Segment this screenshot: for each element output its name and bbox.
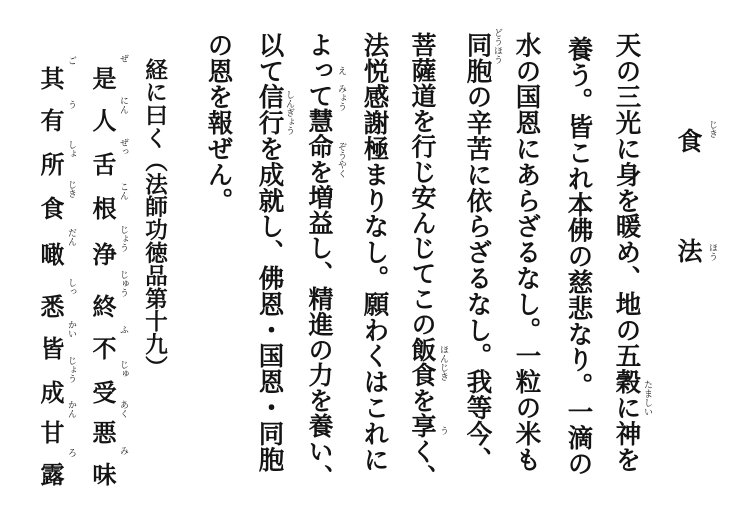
- verse2-char-3: 所: [36, 152, 65, 176]
- title-char-shoku: 食: [674, 128, 703, 153]
- reading-zouyaku: ぞうやく: [336, 142, 346, 178]
- reading-honjiki: ほんじき: [438, 345, 448, 381]
- body-column-1: 天の三光に身を暖め、地の五穀に神を: [611, 32, 642, 473]
- verse2-reading-7: かい: [66, 320, 76, 338]
- verse2-reading-5: だん: [66, 228, 76, 246]
- verse2-reading-2: う: [66, 100, 76, 109]
- verse2-char-2: 有: [36, 108, 65, 132]
- reading-u: う: [438, 426, 448, 435]
- verse2-reading-6: しっ: [66, 278, 76, 296]
- verse2-char-5: 噉: [36, 242, 65, 266]
- verse2-char-4: 食: [36, 196, 65, 220]
- verse1-reading-8: じゅ: [118, 360, 128, 378]
- verse2-char-10: 露: [36, 462, 65, 486]
- verse1-char-6: 終: [88, 294, 117, 318]
- title-char-hou: 法: [674, 238, 703, 263]
- verse1-char-7: 不: [88, 336, 117, 360]
- verse1-char-5: 浄: [88, 242, 117, 266]
- body-column-9: の恩を報ぜん。: [203, 32, 234, 214]
- verse2-char-9: 甘: [36, 420, 65, 444]
- title-reading-hou: ほう: [707, 243, 717, 261]
- verse1-reading-3: ぜっ: [118, 138, 128, 156]
- verse1-char-4: 根: [88, 196, 117, 220]
- verse2-reading-10: ろ: [66, 448, 76, 457]
- verse2-reading-3: しょ: [66, 140, 76, 158]
- verse2-reading-4: じき: [66, 180, 76, 198]
- verse1-reading-7: ふ: [118, 325, 128, 334]
- reading-shingyou: しんぎょう: [284, 90, 294, 135]
- body-column-8: 以て信行を成就し、佛恩・国恩・同胞: [254, 32, 285, 473]
- verse2-char-7: 皆: [36, 336, 65, 360]
- verse1-char-2: 人: [88, 108, 117, 132]
- verse-row-2: [36, 0, 76, 512]
- body-column-4: 同胞の辛苦に依らざるなし。我等今、: [462, 32, 493, 473]
- verse2-reading-9: かん: [66, 400, 76, 418]
- verse1-reading-9: あく: [118, 400, 128, 418]
- sutra-citation: 経に曰く（法師功徳品第十九）: [141, 58, 168, 379]
- body-column-2: 養う。皆これ本佛の慈悲なり。一滴の: [563, 36, 594, 477]
- verse1-reading-6: じゅう: [118, 270, 128, 297]
- verse1-char-1: 是: [88, 66, 117, 90]
- verse1-reading-2: にん: [118, 96, 128, 114]
- verse1-reading-1: ぜ: [118, 54, 128, 63]
- body-column-6: 法悦感謝極まりなし。願わくはこれに: [359, 32, 390, 473]
- verse1-char-10: 味: [88, 462, 117, 486]
- verse1-char-3: 舌: [88, 152, 117, 176]
- body-column-3: 水の国恩にあらざるなし。一粒の米も: [511, 32, 542, 473]
- body-column-7: よって慧命を増益し、精進の力を養い、: [305, 32, 334, 490]
- verse2-char-6: 悉: [36, 294, 65, 318]
- verse1-reading-10: み: [118, 446, 128, 455]
- reading-emyou: え みょう: [336, 66, 346, 111]
- reading-douhou: どうほう: [492, 28, 502, 64]
- verse2-reading-1: ご: [66, 56, 76, 65]
- verse-row-1: [88, 0, 128, 512]
- verse1-reading-5: じょう: [118, 225, 128, 252]
- verse2-reading-8: じょう: [66, 356, 76, 383]
- verse1-char-9: 悪: [88, 420, 117, 444]
- verse1-char-8: 受: [88, 380, 117, 404]
- verse2-char-8: 成: [36, 380, 65, 404]
- title-reading-jiki: じき: [707, 120, 717, 138]
- reading-tamashii: たましい: [642, 380, 652, 416]
- body-column-5: 菩薩道を行じ安んじてこの飯食を享く、: [408, 32, 437, 490]
- verse1-reading-4: こん: [118, 182, 128, 200]
- verse2-char-1: 其: [36, 66, 65, 90]
